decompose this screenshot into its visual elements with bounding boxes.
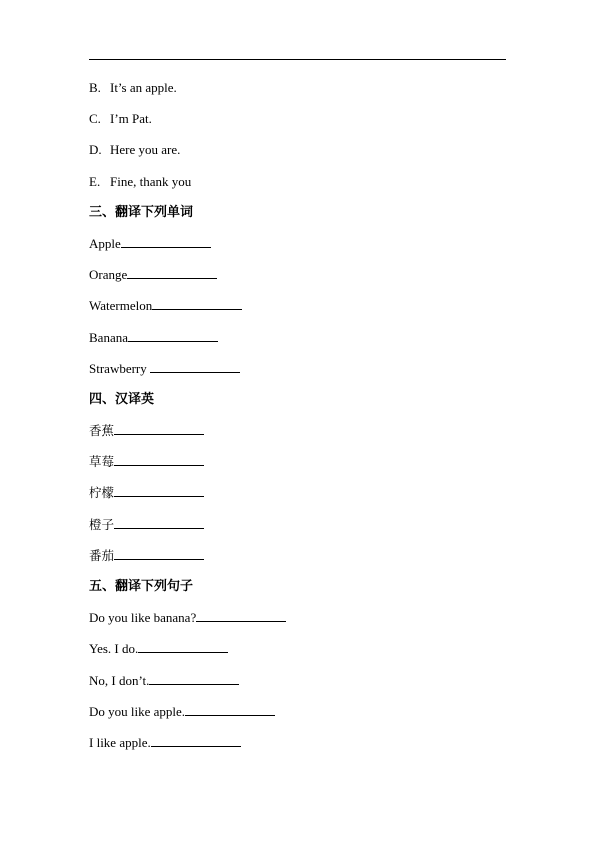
answer-blank[interactable] bbox=[151, 732, 241, 747]
sentence-item bbox=[89, 638, 519, 669]
answer-blank[interactable] bbox=[114, 420, 204, 435]
sentence-text: Do you like banana? bbox=[89, 610, 197, 626]
sentence-item bbox=[89, 701, 519, 732]
chinese-word: 橙子 bbox=[89, 516, 115, 532]
word-item-watermelon bbox=[89, 295, 519, 326]
sentence-item bbox=[89, 732, 519, 763]
option-text: Fine, thank you bbox=[110, 173, 192, 189]
word-label: Watermelon bbox=[89, 298, 153, 314]
option-letter: C. bbox=[89, 111, 101, 127]
cn-item-tomato bbox=[89, 545, 519, 576]
option-b bbox=[89, 77, 519, 108]
answer-blank[interactable] bbox=[196, 607, 286, 622]
sentence-text: Do you like apple. bbox=[89, 703, 186, 719]
chinese-word: 草莓 bbox=[89, 454, 115, 470]
option-text: Here you are. bbox=[110, 142, 181, 158]
answer-blank[interactable] bbox=[150, 358, 240, 373]
option-text: I’m Pat. bbox=[110, 111, 152, 127]
word-item-orange bbox=[89, 264, 519, 295]
sentence-item bbox=[89, 607, 519, 638]
answer-blank[interactable] bbox=[152, 295, 242, 310]
cn-item-lemon bbox=[89, 482, 519, 513]
answer-blank[interactable] bbox=[149, 670, 239, 685]
answer-blank[interactable] bbox=[128, 327, 218, 342]
answer-blank[interactable] bbox=[114, 514, 204, 529]
section-4-heading: 四、汉译英 bbox=[89, 391, 155, 407]
word-label: Apple bbox=[89, 235, 121, 251]
section-5-heading: 五、翻译下列句子 bbox=[89, 579, 194, 594]
option-text: It’s an apple. bbox=[110, 80, 177, 95]
answer-blank[interactable] bbox=[127, 264, 217, 279]
option-c bbox=[89, 108, 519, 139]
option-letter: B. bbox=[89, 80, 101, 95]
word-item-banana bbox=[89, 327, 519, 358]
word-item-strawberry bbox=[89, 358, 519, 389]
answer-blank[interactable] bbox=[138, 638, 228, 653]
cn-item-orange bbox=[89, 514, 519, 545]
chinese-word: 柠檬 bbox=[89, 485, 115, 501]
word-label: Strawberry bbox=[89, 360, 151, 376]
section-3-heading: 三、翻译下列单词 bbox=[89, 204, 194, 220]
sentence-text: Yes. I do. bbox=[89, 641, 139, 657]
option-letter: E. bbox=[89, 173, 101, 189]
answer-blank[interactable] bbox=[114, 545, 204, 560]
cn-item-strawberry bbox=[89, 451, 519, 482]
option-d bbox=[89, 139, 519, 170]
sentence-item bbox=[89, 670, 519, 701]
answer-blank[interactable] bbox=[121, 233, 211, 248]
word-label: Banana bbox=[89, 329, 128, 345]
answer-blank[interactable] bbox=[114, 482, 204, 497]
word-label: Orange bbox=[89, 267, 128, 283]
sentence-text: I like apple. bbox=[89, 734, 151, 750]
header-rule bbox=[89, 59, 506, 60]
worksheet-content bbox=[89, 77, 519, 763]
cn-item-banana bbox=[89, 420, 519, 451]
chinese-word: 香蕉 bbox=[89, 423, 115, 439]
sentence-text: No, I don’t. bbox=[89, 672, 150, 688]
word-item-apple bbox=[89, 233, 519, 264]
option-e bbox=[89, 171, 519, 202]
chinese-word: 番茄 bbox=[89, 547, 115, 563]
answer-blank[interactable] bbox=[114, 451, 204, 466]
option-letter: D. bbox=[89, 142, 102, 158]
answer-blank[interactable] bbox=[185, 701, 275, 716]
